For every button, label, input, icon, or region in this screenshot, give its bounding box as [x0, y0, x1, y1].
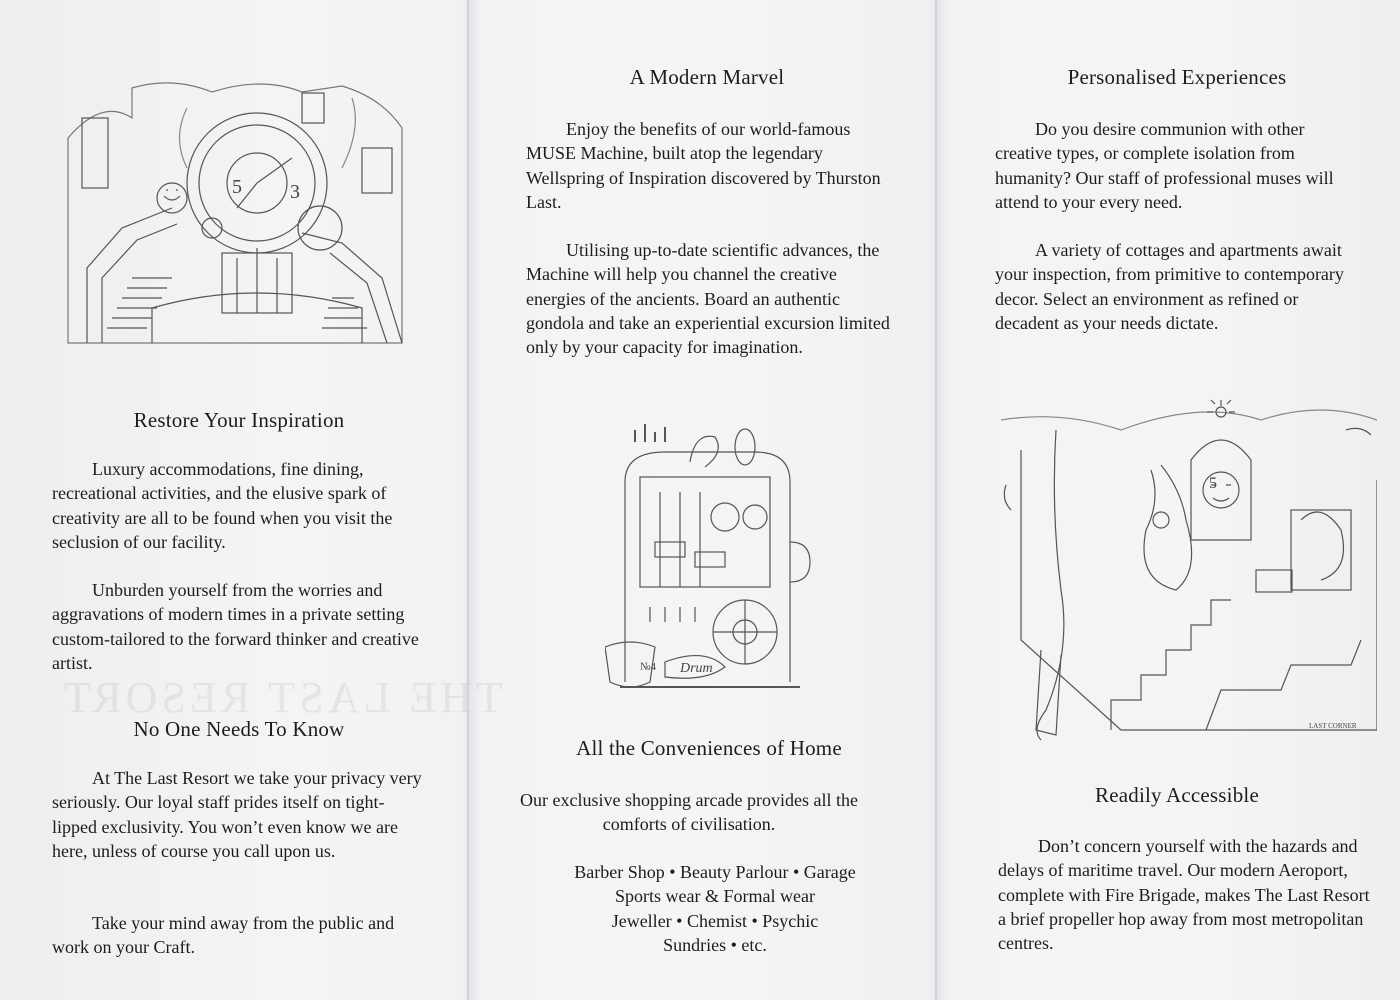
paragraph-cottages: A variety of cottages and apartments await your inspection, from primitive to contemporary decor. Select an environment as refined or decadent as your needs dictate.	[995, 240, 1344, 333]
paragraph-scientific-advances: Utilising up-to-date scientific advances, the Machine will help you channel the creative energies of the ancients. Board an authentic gondola and take an experiential excursion limited only by your capacity for imagination.	[526, 240, 890, 358]
shop-list-item: Sports wear & Formal wear	[615, 886, 815, 907]
paragraph-muse-machine: Enjoy the benefits of our world-famous MUSE Machine, built atop the legendary Wellspring of Inspiration discovered by Thurston Last.	[526, 119, 881, 212]
paragraph-aeroport: Don’t concern yourself with the hazards and delays of maritime travel. Our modern Aeroport, complete with Fire Brigade, makes The Last Resort a brief propeller hop away from most metropolitan centres.	[998, 836, 1370, 954]
middle-panel	[469, 0, 935, 1000]
section-title-conveniences: All the Conveniences of Home	[576, 736, 842, 760]
muse-drum-machine-sketch-icon	[605, 422, 817, 694]
section-title-no-one-needs: No One Needs To Know	[133, 717, 345, 741]
svg-text:LAST CORNER: LAST CORNER	[1309, 722, 1357, 730]
paragraph-shopping-arcade: Our exclusive shopping arcade provides all the comforts of civilisation.	[520, 790, 858, 835]
svg-text:Drum: Drum	[680, 661, 713, 676]
left-panel	[0, 0, 467, 1000]
paragraph-luxury: Luxury accommodations, fine dining, recreational activities, and the elusive spark of creativity are all to be found when you visit the seclusion of our facility.	[52, 459, 393, 552]
show-through-ghost-text: THE LAST RESORT	[60, 673, 503, 722]
right-panel	[937, 0, 1400, 1000]
shopping-list	[533, 860, 897, 957]
section-title-modern-marvel: A Modern Marvel	[629, 65, 785, 89]
svg-text:3: 3	[290, 181, 300, 203]
surreal-staircase-room-sketch-icon	[1001, 390, 1377, 742]
svg-text:№4: №4	[640, 661, 656, 673]
shop-list-item: Barber Shop • Beauty Parlour • Garage	[574, 862, 856, 882]
paragraph-unburden: Unburden yourself from the worries and aggravations of modern times in a private setting custom-tailored to the forward thinker and creative artist.	[52, 580, 419, 673]
svg-text:5: 5	[1209, 475, 1217, 492]
paragraph-craft: Take your mind away from the public and work on your Craft.	[52, 913, 395, 958]
paragraph-communion: Do you desire communion with other creative types, or complete isolation from humanity? Our staff of professional muses will attend to your every need.	[995, 119, 1334, 212]
paragraph-privacy: At The Last Resort we take your privacy very seriously. Our loyal staff prides itself on tight-lipped exclusivity. You won’t even know we are here, unless of course you call upon us.	[52, 768, 422, 861]
section-title-readily-accessible: Readily Accessible	[1095, 783, 1259, 807]
shop-list-item: Sundries • etc.	[663, 934, 767, 955]
section-title-personalised: Personalised Experiences	[1067, 65, 1287, 89]
svg-text:5: 5	[232, 176, 242, 198]
clockwork-grand-hall-sketch-icon	[62, 78, 408, 348]
shop-list-item: Jeweller • Chemist • Psychic	[611, 910, 819, 931]
section-title-restore: Restore Your Inspiration	[133, 408, 345, 432]
